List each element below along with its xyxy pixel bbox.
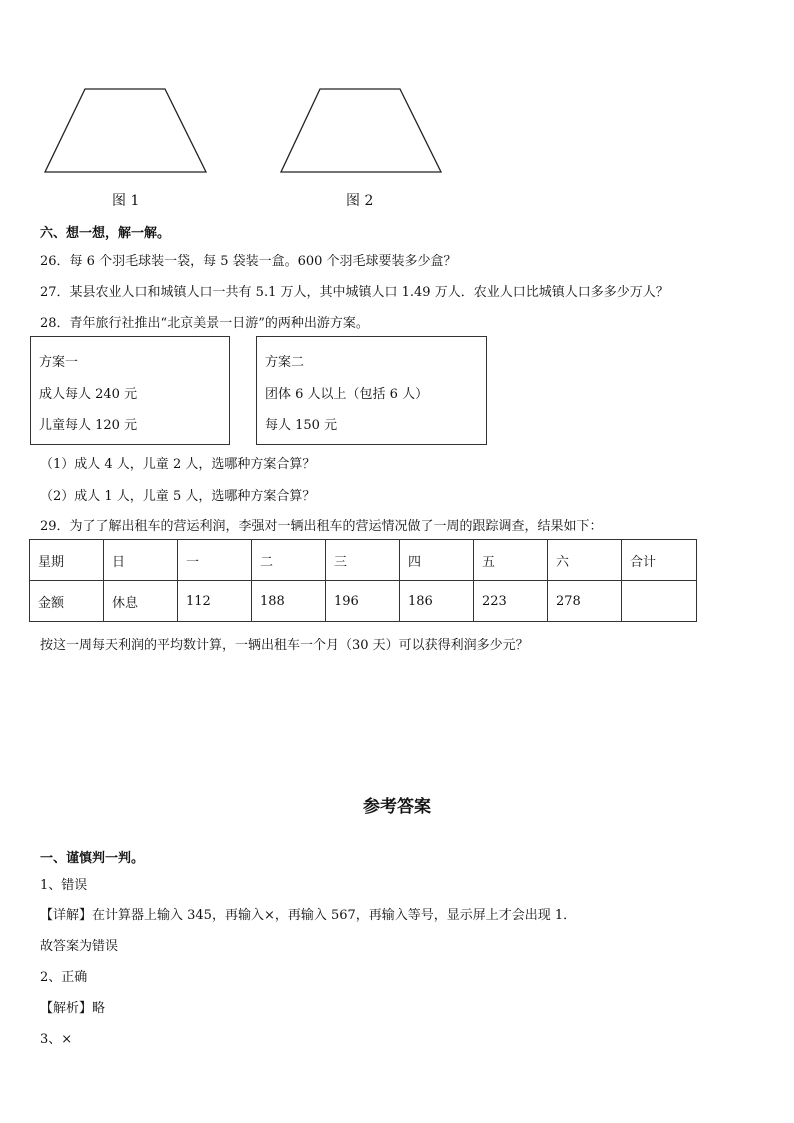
section-6-heading: 六、想一想，解一解。 [40, 226, 171, 241]
table-cell: 278 [548, 581, 622, 622]
table-cell: 223 [474, 581, 548, 622]
table-cell: 一 [178, 540, 252, 581]
question-28-part-1: （1）成人 4 人，儿童 2 人，选哪种方案合算？ [40, 457, 316, 472]
question-29-prompt: 按这一周每天利润的平均数计算，一辆出租车一个月（30 天）可以获得利润多少元？ [40, 638, 529, 653]
question-28: 28．青年旅行社推出“北京美景一日游”的两种出游方案。 [40, 316, 369, 331]
table-cell: 二 [252, 540, 326, 581]
plan-one-child-price: 儿童每人 120 元 [39, 418, 138, 433]
plan-two-box [256, 336, 487, 445]
table-cell: 188 [252, 581, 326, 622]
question-26: 26．每 6 个羽毛球装一袋，每 5 袋装一盒。600 个羽毛球要装多少盒？ [40, 254, 457, 269]
question-27: 27．某县农业人口和城镇人口一共有 5.1 万人，其中城镇人口 1.49 万人．农业人口比城镇人口多多少万人？ [40, 285, 669, 300]
plan-two-price: 每人 150 元 [265, 418, 338, 433]
answer-1-detail: 【详解】在计算器上输入 345，再输入×，再输入 567，再输入等号，显示屏上才会出现 1． [40, 908, 577, 923]
answer-2: 2、正确 [40, 970, 88, 985]
question-28-part-2: （2）成人 1 人，儿童 5 人，选哪种方案合算？ [40, 489, 316, 504]
table-header-row [30, 540, 697, 581]
plan-two-group-condition: 团体 6 人以上（包括 6 人） [265, 387, 429, 402]
figure-1-caption: 图 1 [112, 193, 140, 209]
table-cell: 金额 [30, 581, 104, 622]
table-cell: 六 [548, 540, 622, 581]
answers-section-1-heading: 一、谨慎判一判。 [40, 851, 145, 866]
plan-one-box [30, 336, 230, 445]
trapezoid-figure-2 [276, 85, 448, 177]
plan-one-adult-price: 成人每人 240 元 [39, 387, 138, 402]
table-cell: 合计 [622, 540, 697, 581]
table-cell: 四 [400, 540, 474, 581]
question-29: 29．为了了解出租车的营运利润，李强对一辆出租车的营运情况做了一周的跟踪调查，结果如下： [40, 519, 603, 534]
figure-2-caption: 图 2 [346, 193, 374, 209]
table-cell: 休息 [104, 581, 178, 622]
answer-3: 3、× [40, 1032, 73, 1047]
answer-1: 1、错误 [40, 878, 88, 893]
table-cell: 三 [326, 540, 400, 581]
answers-title: 参考答案 [363, 797, 431, 817]
table-cell: 196 [326, 581, 400, 622]
trapezoid-figure-1 [40, 85, 212, 177]
table-cell [622, 581, 697, 622]
table-cell: 日 [104, 540, 178, 581]
answer-1-conclusion: 故答案为错误 [40, 939, 119, 954]
table-cell: 五 [474, 540, 548, 581]
plan-one-title: 方案一 [39, 355, 79, 370]
table-cell: 112 [178, 581, 252, 622]
answer-2-detail: 【解析】略 [40, 1001, 106, 1016]
taxi-profit-table [29, 539, 697, 622]
plan-two-title: 方案二 [265, 355, 305, 370]
table-cell: 星期 [30, 540, 104, 581]
table-row [30, 581, 697, 622]
table-cell: 186 [400, 581, 474, 622]
